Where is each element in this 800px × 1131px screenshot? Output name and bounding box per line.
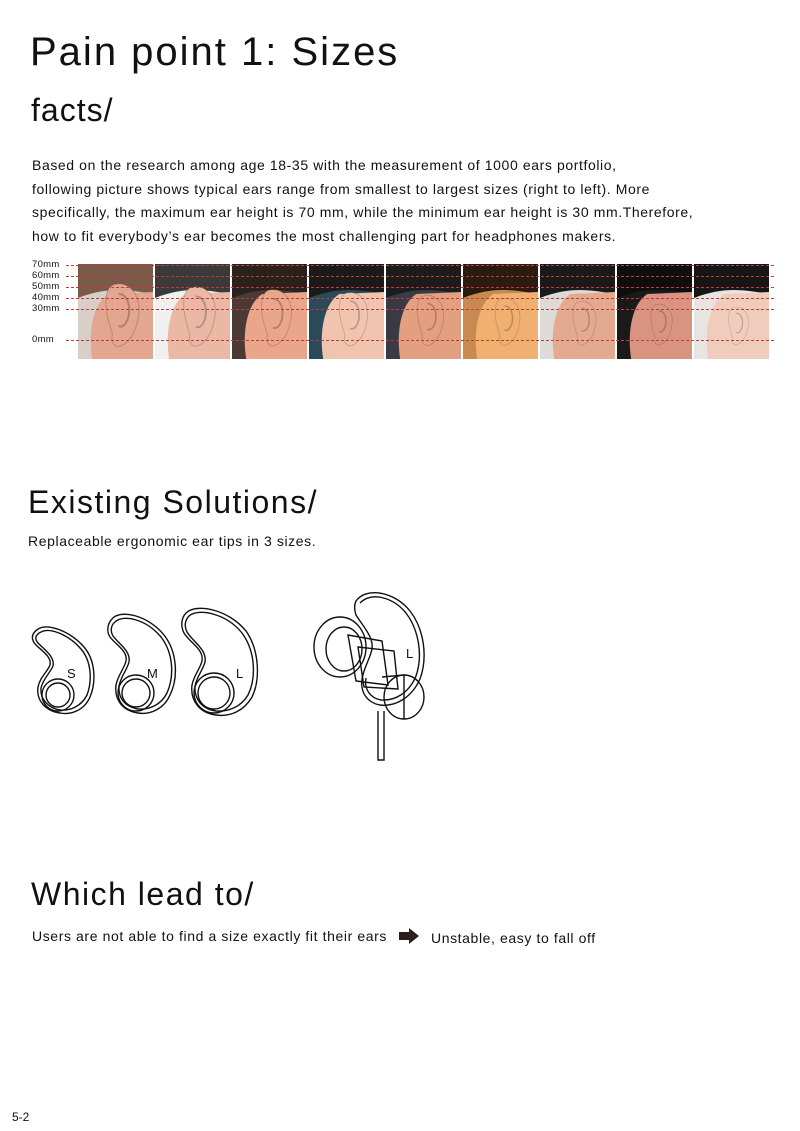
existing-solutions-subtitle: Replaceable ergonomic ear tips in 3 sizes. <box>28 533 317 549</box>
scale-line-40 <box>66 298 774 299</box>
earphone-tip-label: L <box>406 646 414 661</box>
ear-tip-medium <box>108 614 176 713</box>
ear-photo-2 <box>155 264 230 359</box>
existing-solutions-heading: Existing Solutions/ <box>28 484 318 520</box>
facts-heading: facts/ <box>31 92 114 128</box>
page-number: 5-2 <box>12 1110 30 1124</box>
scale-line-30 <box>66 309 774 310</box>
scale-label-70: 70mm <box>32 259 60 270</box>
lead-cause-text: Users are not able to find a size exactly fit their ears <box>32 928 387 944</box>
page-title: Pain point 1: Sizes <box>30 30 400 74</box>
lead-effect-text: Unstable, easy to fall off <box>430 930 596 946</box>
scale-label-30: 30mm <box>32 303 60 314</box>
ear-tip-label-l: L <box>236 666 244 681</box>
facts-line-2: following picture shows typical ears range from smallest to largest sizes (right to left). More <box>32 180 650 197</box>
ear-photo-8 <box>617 264 692 359</box>
lead-to-heading: Which lead to/ <box>31 876 255 912</box>
facts-paragraph <box>32 154 752 248</box>
facts-line-1: Based on the research among age 18-35 with the measurement of 1000 ears portfolio, <box>32 157 617 173</box>
facts-line-4: how to fit everybody’s ear becomes the most challenging part for headphones makers. <box>32 227 617 244</box>
ear-tip-label-m: M <box>147 666 158 681</box>
ear-photo-4 <box>309 264 384 359</box>
facts-line-3: specifically, the maximum ear height is 70 mm, while the minimum ear height is 30 mm.Therefore, <box>32 204 694 220</box>
scale-line-60 <box>66 276 774 277</box>
arrow-right-icon <box>399 928 419 944</box>
scale-label-50: 50mm <box>32 281 60 292</box>
scale-label-40: 40mm <box>32 292 60 303</box>
scale-line-70 <box>66 265 774 266</box>
ear-photo-5 <box>386 264 461 359</box>
ear-photo-9 <box>694 264 769 359</box>
ear-tip-small <box>32 627 94 713</box>
ear-photo-strip <box>78 264 769 359</box>
scale-line-50 <box>66 287 774 288</box>
ear-tip-label-s: S <box>67 666 76 681</box>
scale-label-0: 0mm <box>32 334 55 345</box>
ear-photo-7 <box>540 264 615 359</box>
lead-to-row <box>32 926 596 946</box>
scale-label-60: 60mm <box>32 270 60 281</box>
ear-tips-illustration <box>22 585 442 770</box>
ear-photo-6 <box>463 264 538 359</box>
earphone-assembled-illustration <box>314 593 424 760</box>
scale-line-0 <box>66 340 774 341</box>
ear-tip-large <box>182 608 258 715</box>
ear-photo-1 <box>78 264 153 359</box>
ear-photo-3 <box>232 264 307 359</box>
